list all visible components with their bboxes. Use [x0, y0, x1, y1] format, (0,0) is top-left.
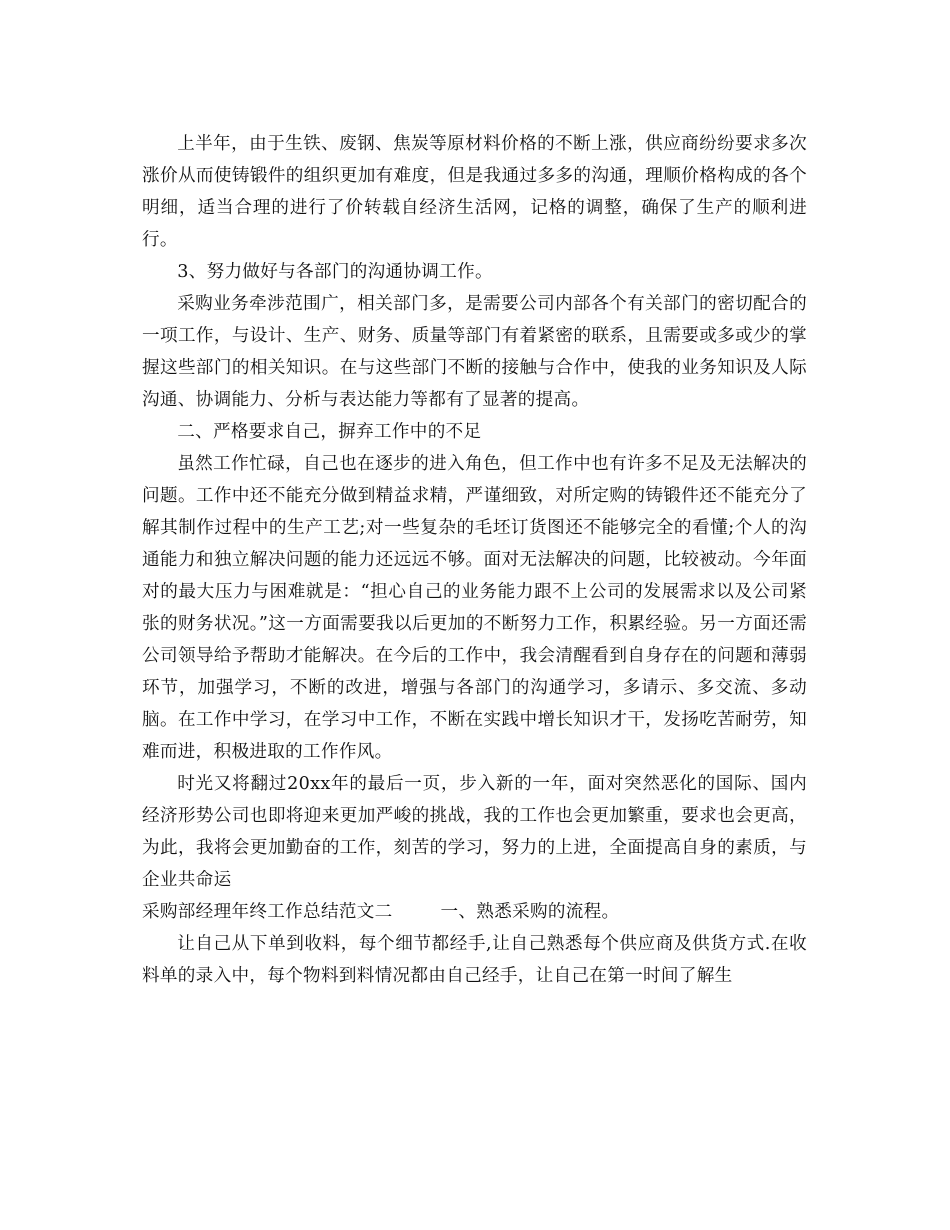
paragraph-heading-coordination: 3、努力做好与各部门的沟通协调工作。: [177, 262, 493, 282]
paragraph-new-year-outlook: 时光又将翻过20xx年的最后一页，步入新的一年，面对突然恶化的国际、国内经济形势公司也即将迎来更加严峻的挑战，我的工作也会更加繁重，要求也会更高，为此，我将会更加勤奋的工作，刻苦的学习，努力的上进，全面提高自身的素质，与企业共命运: [142, 774, 807, 890]
paragraph-department-cooperation: 采购业务牵涉范围广，相关部门多，是需要公司内部各个有关部门的密切配合的一项工作，与设计、生产、财务、质量等部门有着紧密的联系，且需要或多或少的掌握这些部门的相关知识。在与这些部门不断的接触与合作中，使我的业务知识及人际沟通、协调能力、分析与表达能力等都有了显著的提高。: [142, 294, 807, 410]
paragraph-shortcomings: 虽然工作忙碌，自己也在逐步的进入角色，但工作中也有许多不足及无法解决的问题。工作中还不能充分做到精益求精，严谨细致，对所定购的铸锻件还不能充分了解其制作过程中的生产工艺;对一些复杂的毛坯订货图还不能够完全的看懂;个人的沟通能力和独立解决问题的能力还远远不够。面对无法解决的问题，比较被动。今年面对的最大压力与困难就是：“担心自己的业务能力跟不上公司的发展需求以及公司紧张的财务状况。”这一方面需要我以后更加的不断努力工作，积累经验。另一方面还需公司领导给予帮助才能解决。在今后的工作中，我会清醒看到自身存在的问题和薄弱环节，加强学习，不断的改进，增强与各部门的沟通学习，多请示、多交流、多动脑。在工作中学习，在学习中工作，不断在实践中增长知识才干，发扬吃苦耐劳，知难而进，积极进取的工作作风。: [142, 454, 807, 762]
paragraph-price-negotiation: 上半年，由于生铁、废钢、焦炭等原材料价格的不断上涨，供应商纷纷要求多次涨价从而使铸锻件的组织更加有难度，但是我通过多多的沟通，理顺价格构成的各个明细，适当合理的进行了价转载自经济生活网，记格的调整，确保了生产的顺利进行。: [142, 134, 807, 250]
document-body: [142, 128, 807, 992]
section-title: 采购部经理年终工作总结范文二: [142, 902, 393, 922]
paragraph-procurement-process: 让自己从下单到收料，每个细节都经手,让自己熟悉每个供应商及供货方式.在收料单的录入中，每个物料到料情况都由自己经手，让自己在第一时间了解生: [142, 934, 807, 986]
section-title-line: [142, 896, 807, 928]
section-first-item: 一、熟悉采购的流程。: [440, 902, 620, 922]
paragraph-heading-self-requirements: 二、严格要求自己，摒弃工作中的不足: [177, 422, 482, 442]
